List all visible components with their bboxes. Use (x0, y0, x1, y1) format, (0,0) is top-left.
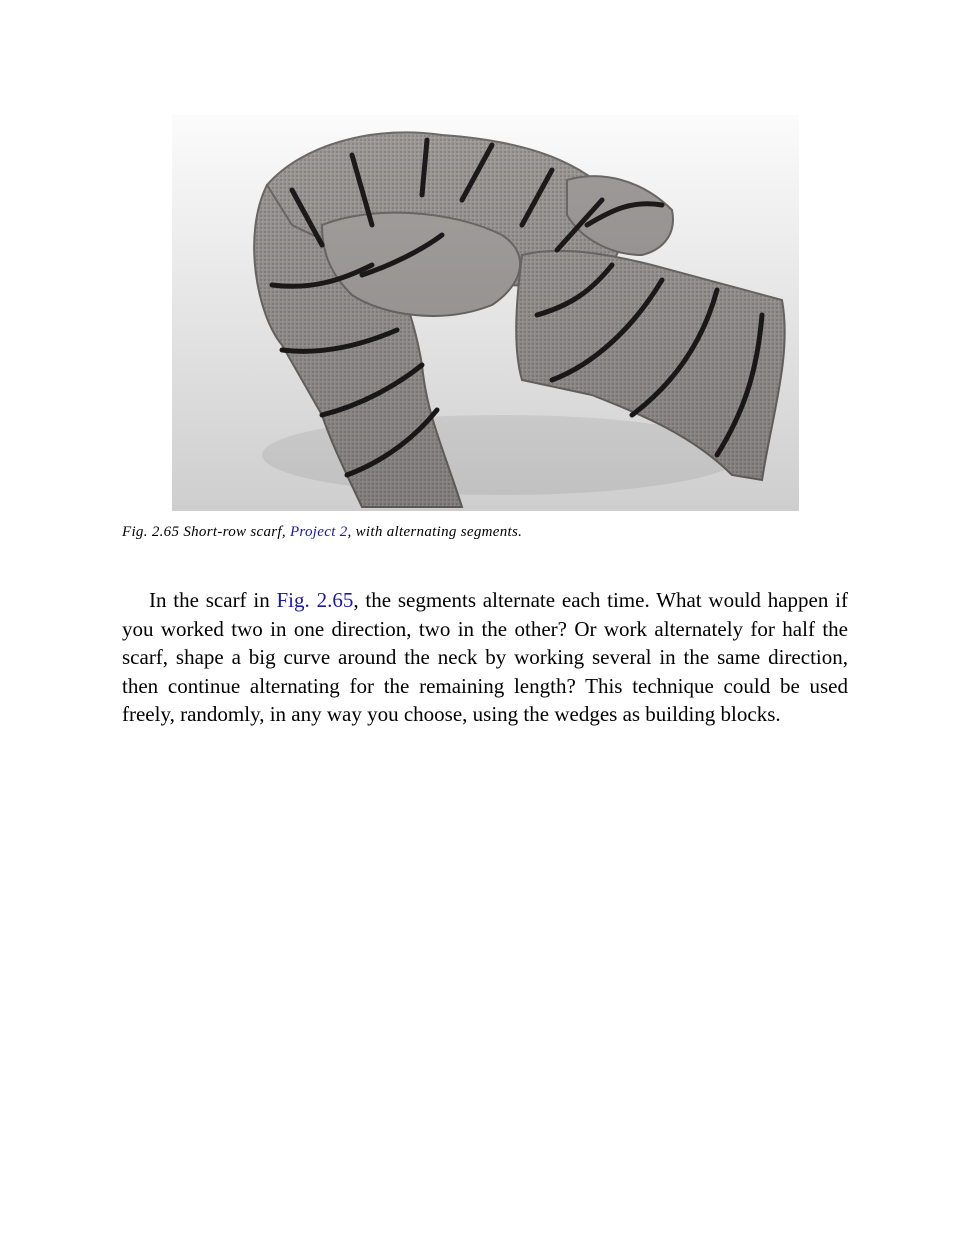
project-2-link[interactable]: Project 2 (289, 524, 348, 540)
scarf-photo (172, 115, 799, 511)
fig-2-65-link[interactable]: Fig. 2.65 (276, 588, 354, 612)
paragraph-start: In the scarf in (149, 588, 277, 612)
knitted-scarf-image (172, 115, 799, 511)
paragraph-rest: , the segments alternate each time. What would happen if you worked two in one direction, two in the other? Or work alternately for half the scarf, shape a big curve around the neck by working several in the same direction, then continue alternating for the remaining length? This technique could be used freely, randomly, in any way you choose, using the wedges as building blocks. (122, 588, 848, 727)
caption-suffix: , with alternating segments. (347, 524, 523, 540)
body-paragraph (122, 586, 848, 729)
figure-caption (122, 524, 852, 541)
caption-prefix: Fig. 2.65 Short-row scarf, (122, 524, 290, 540)
